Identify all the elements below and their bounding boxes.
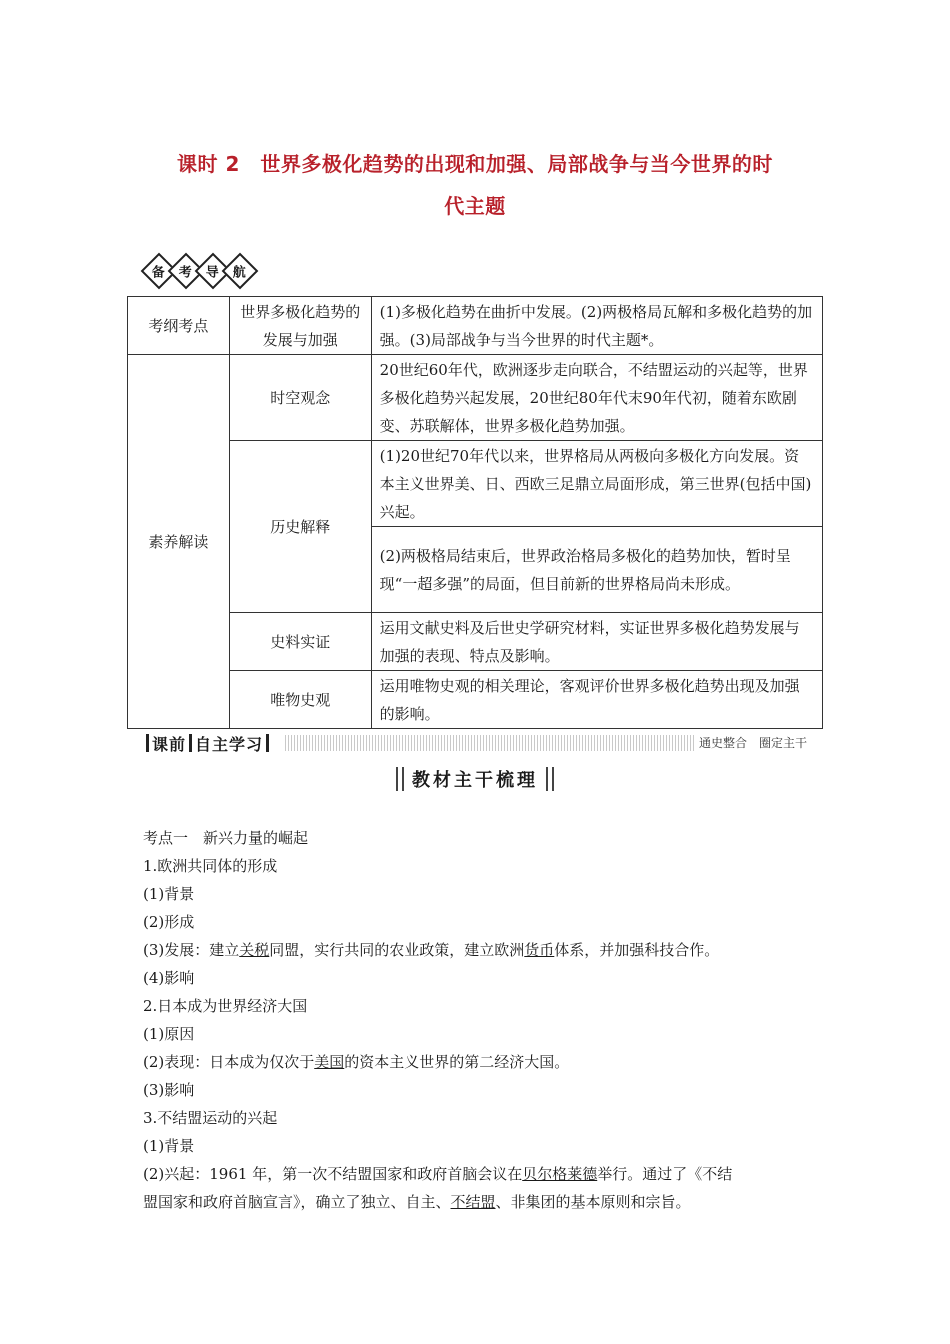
divider [266, 734, 269, 752]
badge-char: 航 [222, 253, 259, 290]
badge-char: 备 [141, 253, 178, 290]
section-banner-title [143, 733, 272, 753]
subheading [0, 766, 950, 795]
list-item: (1)原因 [143, 1025, 195, 1043]
content-cell: (1)多极化趋势在曲折中发展。(2)两极格局瓦解和多极化趋势的加强。(3)局部战争与当今世界的时代主题*。 [371, 297, 822, 355]
section-label-self-study: 自主学习 [195, 734, 264, 754]
topic-cell: 唯物史观 [229, 671, 371, 729]
row-header-cell: 素养解读 [128, 355, 230, 729]
topic-cell: 时空观念 [229, 355, 371, 441]
table-row [128, 297, 823, 355]
list-item: 盟国家和政府首脑宣言》，确立了独立、自主、不结盟、非集团的基本原则和宗旨。 [143, 1193, 691, 1211]
topic-cell: 史料实证 [229, 613, 371, 671]
list-item: (3)影响 [143, 1081, 195, 1099]
content-cell: 运用文献史料及后世史学研究材料，实证世界多极化趋势发展与加强的表现、特点及影响。 [371, 613, 822, 671]
list-item: (1)背景 [143, 1137, 195, 1155]
answer-blank: 货币 [524, 941, 555, 959]
answer-blank: 美国 [314, 1053, 345, 1071]
table-row [128, 613, 823, 671]
table-row [128, 441, 823, 527]
list-item: (3)发展：建立关税同盟，实行共同的农业政策，建立欧洲货币体系，并加强科技合作。 [143, 941, 720, 959]
section-heading: 3.不结盟运动的兴起 [143, 1109, 278, 1127]
section-banner-subtitle: 通史整合 圈定主干 [695, 734, 811, 751]
topic-cell: 历史解释 [229, 441, 371, 613]
content-cell: 20世纪60年代，欧洲逐步走向联合，不结盟运动的兴起等，世界多极化趋势兴起发展，20世纪80年代末90年代初，随着东欧剧变、苏联解体，世界多极化趋势加强。 [371, 355, 822, 441]
divider [546, 767, 548, 791]
content-cell: 运用唯物史观的相关理论，客观评价世界多极化趋势出现及加强的影响。 [371, 671, 822, 729]
section-heading: 2.日本成为世界经济大国 [143, 997, 308, 1015]
divider [402, 767, 404, 791]
exam-guide-table [127, 296, 823, 729]
section-heading: 1.欧洲共同体的形成 [143, 857, 278, 875]
list-item: (1)背景 [143, 885, 195, 903]
key-point-heading: 考点一 新兴力量的崛起 [143, 829, 309, 847]
list-item: (2)表现：日本成为仅次于美国的资本主义世界的第二经济大国。 [143, 1053, 570, 1071]
content-cell: (1)20世纪70年代以来，世界格局从两极向多极化方向发展。资本主义世界美、日、西欧三足鼎立局面形成，第三世界(包括中国)兴起。 [371, 441, 822, 527]
list-item: (2)形成 [143, 913, 195, 931]
divider [146, 734, 149, 752]
content-body [143, 824, 823, 1216]
divider [189, 734, 192, 752]
divider [396, 767, 398, 791]
subheading-text: 教材主干梳理 [412, 770, 538, 791]
list-item: (2)兴起：1961 年，第一次不结盟国家和政府首脑会议在贝尔格莱德举行。通过了《不结 [143, 1165, 733, 1183]
badge-char: 导 [195, 253, 232, 290]
page-title-line-1: 课时 2 世界多极化趋势的出现和加强、局部战争与当今世界的时 [177, 152, 773, 176]
divider [552, 767, 554, 791]
table-row [128, 671, 823, 729]
badge-char: 考 [168, 253, 205, 290]
answer-blank: 不结盟 [450, 1193, 496, 1211]
exam-guide-badge [146, 258, 254, 284]
table-row [128, 355, 823, 441]
topic-cell: 世界多极化趋势的发展与加强 [229, 297, 371, 355]
section-banner [143, 733, 813, 753]
content-cell: (2)两极格局结束后，世界政治格局多极化的趋势加快，暂时呈现“一超多强”的局面，但目前新的世界格局尚未形成。 [371, 527, 822, 613]
answer-blank: 贝尔格莱德 [522, 1165, 598, 1183]
answer-blank: 关税 [239, 941, 270, 959]
row-header-cell: 考纲考点 [128, 297, 230, 355]
list-item: (4)影响 [143, 969, 195, 987]
page-title-line-2: 代主题 [444, 194, 506, 218]
section-label-pre-class: 课前 [152, 734, 187, 754]
